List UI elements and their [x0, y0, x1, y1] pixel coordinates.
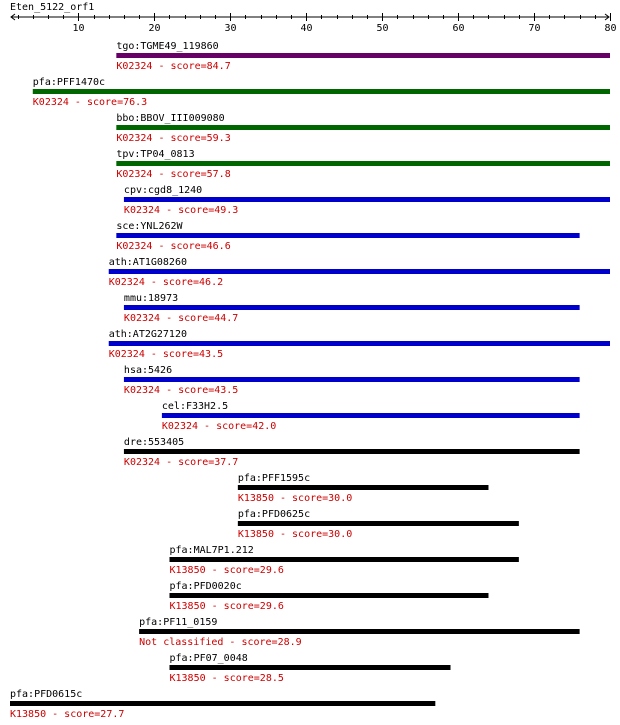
hit-bar[interactable]	[116, 233, 579, 238]
hit-score-label: K13850 - score=30.0	[237, 493, 353, 504]
hit-row[interactable]	[116, 113, 610, 144]
hit-name-label[interactable]: pfa:PFD0020c	[169, 581, 242, 592]
hit-score-label: K02324 - score=46.2	[108, 277, 224, 288]
hit-bar[interactable]	[116, 53, 610, 58]
axis-tick-label: 20	[148, 23, 161, 34]
axis-tick-label: 40	[300, 23, 313, 34]
hit-name-label[interactable]: pfa:PFD0615c	[10, 689, 83, 700]
hit-row[interactable]	[139, 617, 580, 648]
hit-name-label[interactable]: hsa:5426	[123, 365, 173, 376]
hit-row[interactable]	[124, 293, 580, 324]
hit-bar[interactable]	[109, 341, 610, 346]
axis-tick-label: 10	[72, 23, 85, 34]
hit-row[interactable]	[116, 221, 579, 252]
hit-name-label[interactable]: pfa:PFF1470c	[32, 77, 106, 88]
hit-bar[interactable]	[169, 593, 488, 598]
hit-score-label: K02324 - score=44.7	[123, 313, 239, 324]
hit-score-label: K02324 - score=49.3	[123, 205, 239, 216]
hit-score-label: K02324 - score=43.5	[123, 385, 239, 396]
hit-name-label[interactable]: cel:F33H2.5	[161, 401, 229, 412]
hit-score-label: K02324 - score=84.7	[116, 61, 231, 72]
hit-bar[interactable]	[33, 89, 610, 94]
hit-bar[interactable]	[116, 161, 610, 166]
axis-tick-label: 50	[376, 23, 389, 34]
hit-name-label[interactable]: sce:YNL262W	[116, 221, 183, 232]
hit-name-label[interactable]: bbo:BBOV_III009080	[116, 113, 225, 124]
hit-row[interactable]	[116, 41, 610, 72]
hit-bar[interactable]	[162, 413, 580, 418]
position-axis	[11, 13, 617, 34]
hit-score-label: K02324 - score=59.3	[116, 133, 231, 144]
hit-bar[interactable]	[238, 521, 519, 526]
hit-bar[interactable]	[169, 665, 450, 670]
axis-tick-label: 60	[452, 23, 465, 34]
hit-score-label: K02324 - score=76.3	[32, 97, 148, 108]
hit-row[interactable]	[109, 257, 610, 288]
hit-row[interactable]	[10, 689, 435, 720]
hit-score-label: K13850 - score=28.5	[169, 673, 284, 684]
hit-row[interactable]	[124, 437, 580, 468]
hit-name-label[interactable]: pfa:PF07_0048	[169, 653, 248, 664]
hit-name-label[interactable]: pfa:PFD0625c	[237, 509, 311, 520]
hit-bar[interactable]	[124, 197, 610, 202]
hit-bar[interactable]	[124, 305, 580, 310]
query-title: Eten_5122_orf1	[10, 2, 95, 13]
hit-name-label[interactable]: tpv:TP04_0813	[116, 149, 195, 160]
hit-row[interactable]	[124, 365, 580, 396]
hit-bar[interactable]	[169, 557, 518, 562]
hit-bar[interactable]	[116, 125, 610, 130]
hit-name-label[interactable]: cpv:cgd8_1240	[123, 185, 203, 196]
hit-name-label[interactable]: tgo:TGME49_119860	[116, 41, 219, 52]
hit-row[interactable]	[238, 473, 489, 504]
hit-name-label[interactable]: pfa:MAL7P1.212	[169, 545, 254, 556]
hit-bar[interactable]	[124, 449, 580, 454]
hit-score-label: K13850 - score=27.7	[10, 709, 125, 720]
hit-bar[interactable]	[10, 701, 435, 706]
hit-name-label[interactable]: ath:AT2G27120	[108, 329, 188, 340]
hit-row[interactable]	[169, 653, 450, 684]
hit-name-label[interactable]: dre:553405	[123, 437, 185, 448]
hit-bar[interactable]	[238, 485, 489, 490]
hit-row[interactable]	[169, 545, 518, 576]
axis-tick-label: 70	[528, 23, 541, 34]
hit-row[interactable]	[116, 149, 610, 180]
hit-score-label: K02324 - score=57.8	[116, 169, 231, 180]
hit-score-label: K02324 - score=37.7	[123, 457, 239, 468]
hit-score-label: K13850 - score=29.6	[169, 601, 284, 612]
axis-tick-label: 30	[224, 23, 237, 34]
hit-row[interactable]	[124, 185, 610, 216]
hit-row[interactable]	[33, 77, 610, 108]
hit-bar[interactable]	[124, 377, 580, 382]
hit-row[interactable]	[109, 329, 610, 360]
hit-score-label: K13850 - score=29.6	[169, 565, 284, 576]
hit-row[interactable]	[162, 401, 580, 432]
hit-bar[interactable]	[109, 269, 610, 274]
hit-list	[10, 41, 610, 720]
hit-name-label[interactable]: pfa:PF11_0159	[139, 617, 218, 628]
hit-score-label: K02324 - score=46.6	[116, 241, 231, 252]
hit-row[interactable]	[238, 509, 519, 540]
hit-row[interactable]	[169, 581, 488, 612]
hit-name-label[interactable]: mmu:18973	[123, 293, 179, 304]
hit-score-label: Not classified - score=28.9	[139, 637, 302, 648]
hit-name-label[interactable]: pfa:PFF1595c	[237, 473, 311, 484]
hit-score-label: K13850 - score=30.0	[237, 529, 353, 540]
hit-score-label: K02324 - score=42.0	[161, 421, 277, 432]
hit-name-label[interactable]: ath:AT1G08260	[108, 257, 188, 268]
hit-score-label: K02324 - score=43.5	[108, 349, 224, 360]
axis-tick-label: 80	[604, 23, 617, 34]
hit-bar[interactable]	[139, 629, 580, 634]
